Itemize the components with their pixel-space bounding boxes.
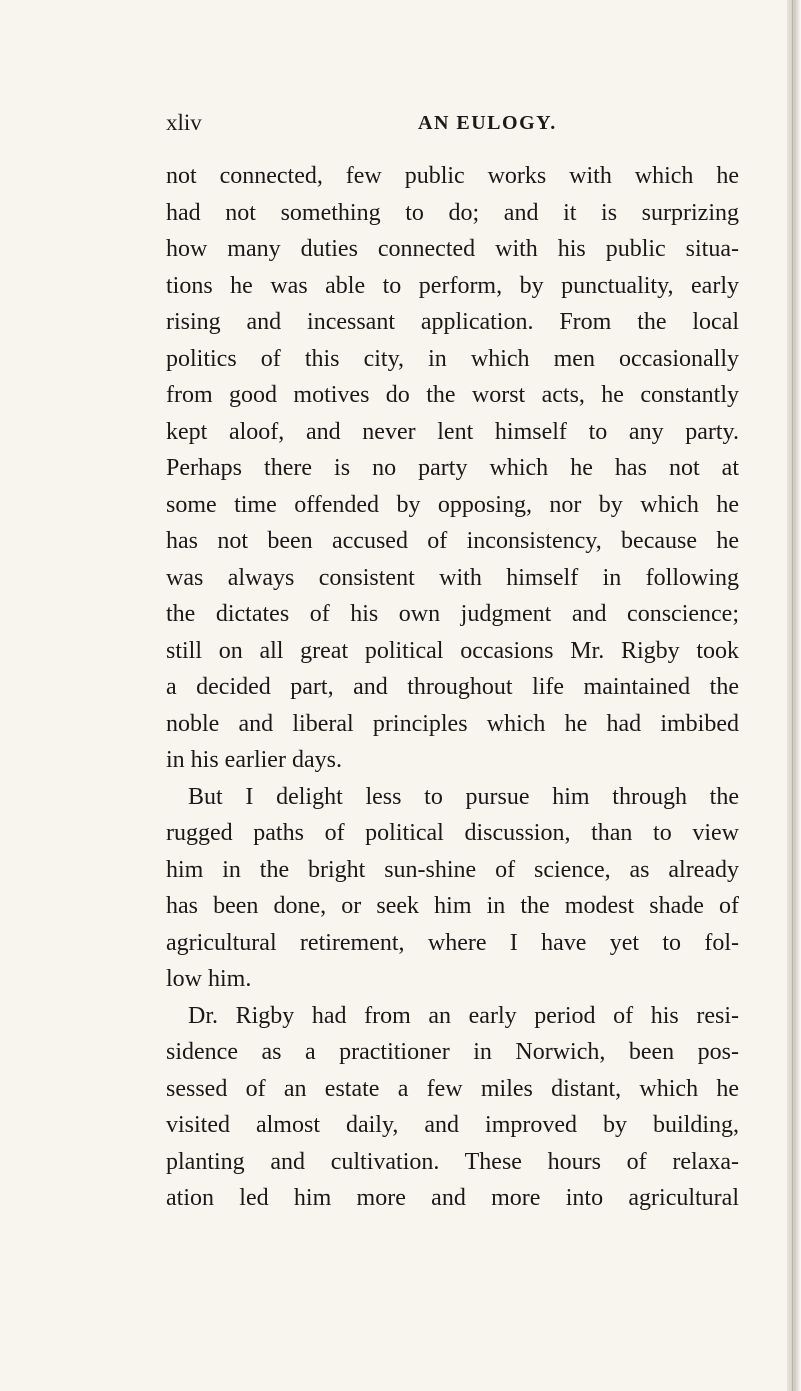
text-line: politics of this city, in which men occasionally bbox=[166, 345, 739, 372]
text-line: not connected, few public works with which he bbox=[166, 163, 739, 189]
page-header bbox=[166, 110, 726, 150]
text-line: noble and liberal principles which he had imbibed bbox=[166, 710, 739, 737]
text-line: rugged paths of political discussion, than to view bbox=[166, 820, 739, 846]
text-line: sidence as a practitioner in Norwich, been pos- bbox=[166, 1039, 739, 1065]
text-line: But I delight less to pursue him through the bbox=[188, 783, 739, 810]
text-line: had not something to do; and it is surprizing bbox=[166, 199, 739, 226]
text-line: Dr. Rigby had from an early period of his resi- bbox=[188, 1002, 739, 1029]
text-line: in his earlier days. bbox=[166, 747, 342, 773]
text-line: visited almost daily, and improved by building, bbox=[166, 1112, 739, 1138]
text-line: planting and cultivation. These hours of relaxa- bbox=[166, 1148, 739, 1175]
text-line: kept aloof, and never lent himself to any party. bbox=[166, 418, 739, 445]
text-line: the dictates of his own judgment and conscience; bbox=[166, 601, 739, 627]
body-text bbox=[166, 158, 739, 1217]
text-line: a decided part, and throughout life maintained the bbox=[166, 674, 739, 700]
text-line: Perhaps there is no party which he has not at bbox=[166, 455, 739, 481]
page-edge bbox=[787, 0, 801, 1391]
text-line: tions he was able to perform, by punctuality, early bbox=[166, 272, 739, 299]
text-line: how many duties connected with his public situa- bbox=[166, 236, 739, 262]
text-line: was always consistent with himself in following bbox=[166, 564, 739, 591]
text-line: ation led him more and more into agricultural bbox=[166, 1185, 739, 1211]
text-line: some time offended by opposing, nor by which he bbox=[166, 491, 739, 518]
text-line: sessed of an estate a few miles distant, which he bbox=[166, 1075, 739, 1102]
running-head: AN EULOGY. bbox=[418, 112, 557, 134]
text-line: low him. bbox=[166, 966, 252, 992]
text-line: has been done, or seek him in the modest shade of bbox=[166, 893, 739, 919]
page-number: xliv bbox=[166, 110, 202, 135]
text-line: agricultural retirement, where I have yet to fol- bbox=[166, 929, 739, 956]
text-line: from good motives do the worst acts, he constantly bbox=[166, 382, 739, 408]
text-line: him in the bright sun-shine of science, as already bbox=[166, 856, 739, 883]
text-line: still on all great political occasions Mr. Rigby took bbox=[166, 637, 739, 664]
text-line: has not been accused of inconsistency, because he bbox=[166, 528, 739, 554]
text-line: rising and incessant application. From the local bbox=[166, 309, 739, 335]
page-edge-line bbox=[792, 0, 793, 1391]
